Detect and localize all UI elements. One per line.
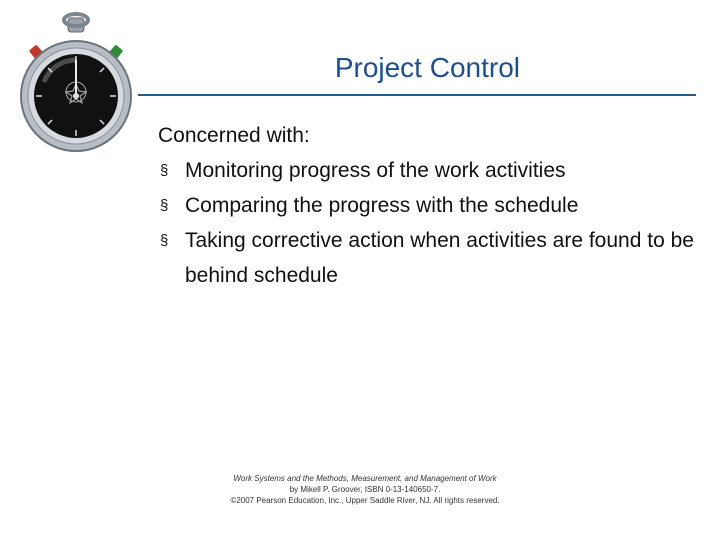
title-divider	[138, 94, 696, 96]
list-item	[158, 188, 698, 223]
footer-author: by Mikell P. Groover, ISBN 0-13-140650-7.	[289, 485, 441, 494]
slide-body	[158, 118, 698, 293]
stopwatch-icon	[14, 12, 136, 154]
bullet-text: Comparing the progress with the schedule	[185, 194, 579, 217]
footer-copyright: ©2007 Pearson Education, Inc., Upper Saddle River, NJ. All rights reserved.	[230, 496, 500, 505]
bullet-list	[158, 153, 698, 293]
footer-book-title: Work Systems and the Methods, Measurement, and Management of Work	[233, 474, 497, 483]
intro-text: Concerned with:	[158, 124, 310, 147]
bullet-text: Taking corrective action when activities are found to be behind schedule	[185, 229, 694, 287]
bullet-text: Monitoring progress of the work activities	[185, 159, 566, 182]
list-item	[158, 223, 698, 293]
bullet-icon: §	[160, 232, 169, 249]
bullet-icon: §	[160, 162, 169, 179]
slide-title: Project Control	[334, 52, 520, 83]
list-item	[158, 153, 698, 188]
copyright-footer	[190, 473, 540, 506]
bullet-icon: §	[160, 197, 169, 214]
